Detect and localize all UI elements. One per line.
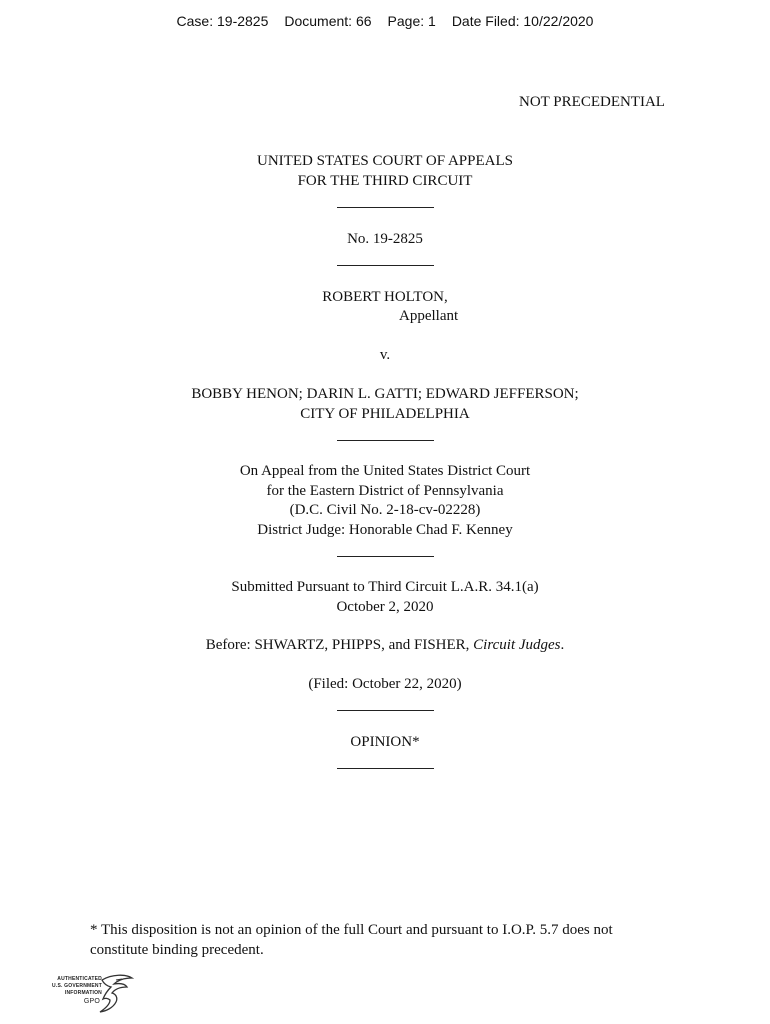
panel-judges: [0, 636, 770, 656]
appeal-line2: for the Eastern District of Pennsylvania: [266, 482, 504, 499]
separator-rule: [337, 768, 434, 769]
submitted-line1: Submitted Pursuant to Third Circuit L.A.R. 34.1(a): [231, 579, 539, 595]
versus: v.: [379, 347, 391, 363]
precedential-status: NOT PRECEDENTIAL: [519, 94, 665, 110]
appellees-line1: BOBBY HENON; DARIN L. GATTI; EDWARD JEFFERSON;: [191, 386, 579, 402]
court-name: [0, 152, 770, 191]
before-end: .: [560, 637, 565, 653]
appeal-line1: On Appeal from the United States District Court: [239, 463, 531, 479]
appeal-line4: District Judge: Honorable Chad F. Kenney: [257, 521, 513, 538]
gpo-logo-mark: GPO: [83, 998, 100, 1005]
gpo-logo-line3: INFORMATION: [64, 990, 102, 996]
header-case: Case: 19-2825: [176, 13, 269, 29]
separator-rule: [337, 207, 434, 208]
filing-header: [0, 13, 770, 29]
footnote-line1: * This disposition is not an opinion of the full Court and pursuant to I.O.P. 5.7 does not: [90, 922, 613, 938]
before-text: Before: SHWARTZ, PHIPPS, and FISHER,: [205, 637, 474, 653]
court-name-line2: FOR THE THIRD CIRCUIT: [297, 172, 473, 189]
gpo-logo-line1: AUTHENTICATED: [57, 976, 102, 982]
appellant-role: Appellant: [399, 308, 459, 324]
footnote: [90, 921, 690, 960]
submitted-info: [0, 578, 770, 617]
separator-rule: [337, 265, 434, 266]
header-page: Page: 1: [387, 13, 436, 29]
case-number: No. 19-2825: [347, 231, 423, 247]
opinion-heading: OPINION*: [350, 734, 420, 750]
appellees-line2: CITY OF PHILADELPHIA: [300, 405, 470, 422]
separator-rule: [337, 556, 434, 557]
filed-date: (Filed: October 22, 2020): [308, 676, 462, 692]
gpo-logo-line2: U.S. GOVERNMENT: [52, 983, 102, 989]
circuit-judges-label: Circuit Judges: [473, 637, 561, 653]
court-name-line1: UNITED STATES COURT OF APPEALS: [257, 153, 513, 169]
footnote-line2: constitute binding precedent.: [90, 941, 264, 958]
submitted-line2: October 2, 2020: [336, 598, 434, 615]
appeal-info: [0, 462, 770, 540]
header-date-filed: Date Filed: 10/22/2020: [451, 13, 594, 29]
appellees: [0, 385, 770, 424]
header-document: Document: 66: [284, 13, 372, 29]
separator-rule: [337, 440, 434, 441]
gpo-authenticated-logo: [44, 974, 134, 1018]
eagle-icon: [98, 974, 134, 1016]
appeal-line3: (D.C. Civil No. 2-18-cv-02228): [289, 502, 481, 518]
separator-rule: [337, 710, 434, 711]
appellant-name: ROBERT HOLTON,: [322, 289, 448, 305]
